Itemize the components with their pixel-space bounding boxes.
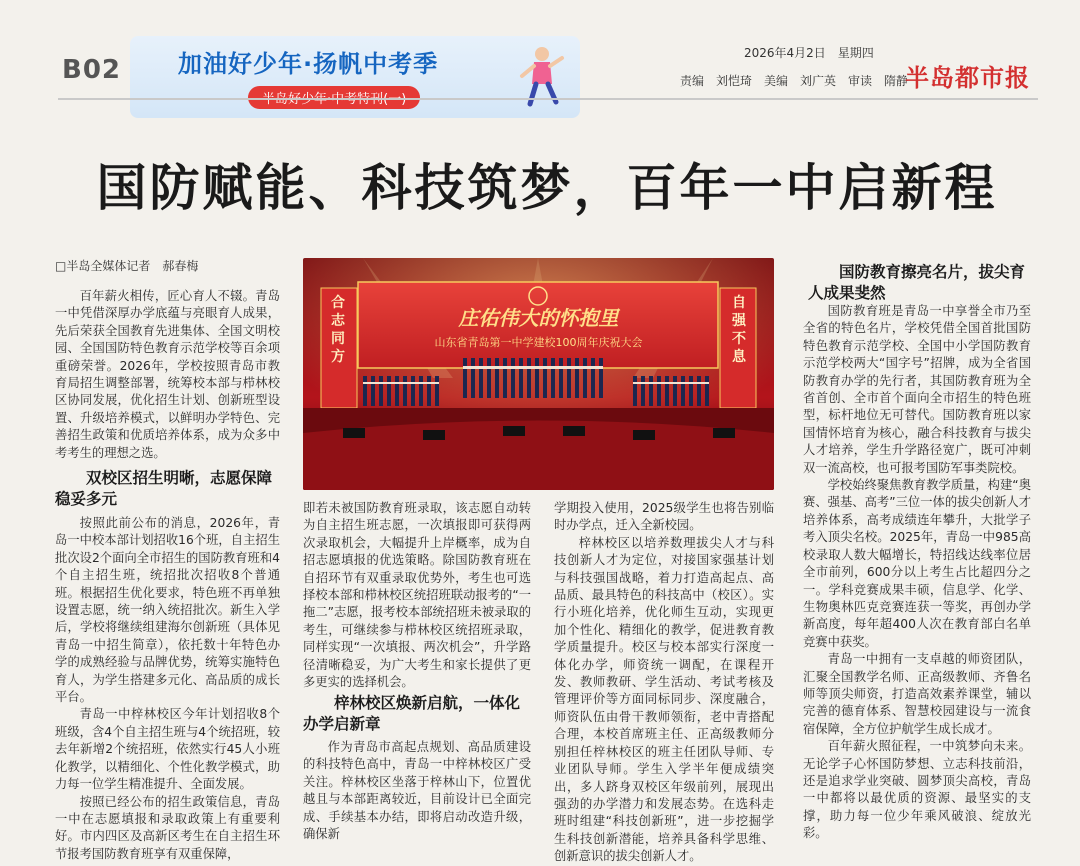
- article-column-1b: [55, 515, 280, 863]
- section-title-2: 梓林校区焕新启航，一体化办学启新章: [303, 694, 521, 733]
- intro-paragraph: 百年薪火相传，匠心育人不辍。青岛一中凭借深厚办学底蕴与亮眼育人成果，先后荣获全国教育先进集体、全国文明校园、全国国防特色教育示范学校等百余项重磅荣誉。2026年，学校按照青岛市教育局招生调整部署，统筹校本部与栉林校区协同发展，优化招生计划、创新班型设置、升级培养模式，以鲜明办学特色、完善招生政策和优质培养体系，成为众多中考考生的理想之选。: [55, 289, 280, 460]
- editor-credits: 责编 刘恺琦 美编 刘广英 审读 隋静: [680, 74, 909, 88]
- paragraph: 作为青岛市高起点规划、高品质建设的科技特色高中，青岛一中梓林校区广受关注。梓林校区坐落于梓林山下，位置优越且与本部距离较近，目前设计已全面完成、手续基本办结，即将启动改造升级，确保新: [303, 740, 531, 842]
- section-title-1: 双校区招生明晰，志愿保障稳妥多元: [55, 469, 273, 508]
- article-column-3: [554, 500, 774, 866]
- newspaper-logo: 半岛都市报: [905, 63, 1030, 92]
- right-banner-text: 自强不息: [732, 295, 746, 365]
- special-edition-banner: [130, 36, 580, 118]
- article-column-2: [303, 500, 531, 691]
- paragraph: 学校始终聚焦教育教学质量，构建“奥赛、强基、高考”三位一体的拔尖创新人才培养体系，高考成绩连年攀升，大批学子考入顶尖名校。2025年，青岛一中985高校录取人数大幅增长，特招线达线率位居全市前列，600分以上考生占比超四分之一。学科竞赛成果丰硕，信息学、化学、生物奥林匹克竞赛连获一等奖，再创办学新高度，每年超400人次在教育部白名单竞赛中获奖。: [803, 478, 1031, 649]
- paragraph: 百年薪火照征程，一中筑梦向未来。无论学子心怀国防梦想、立志科技前沿，还是追求学业突破、圆梦顶尖高校，青岛一中都将以最优质的资源、最坚实的支撑，助力每一位少年乘风破浪、绽放光彩。: [803, 739, 1031, 841]
- byline: □半岛全媒体记者 郝春梅: [55, 259, 199, 273]
- paragraph: 学期投入使用，2025级学生也将告别临时办学点，迁入全新校园。: [554, 501, 774, 533]
- banner-title: 加油好少年·扬帆中考季: [178, 50, 439, 78]
- paragraph: 青岛一中梓林校区今年计划招收8个班级，含4个自主招生班与4个统招班，较去年新增2个统招班，依然实行45人小班化教学，以精细化、个性化教学模式，助力每一位学生精准提升、全面发展。: [55, 707, 280, 792]
- paragraph: 按照已经公布的招生政策信息，青岛一中在志愿填报和录取政策上有重要利好。市内四区及高新区考生在自主招生环节报考国防教育班享有双重保障，: [55, 794, 280, 861]
- page-headline: 国防赋能、科技筑梦，百年一中启新程: [96, 159, 998, 217]
- running-student-illustration: [512, 42, 572, 112]
- screen-caption: 山东省青岛第一中学建校100周年庆祝大会: [434, 336, 643, 349]
- issue-date: 2026年4月2日 星期四: [744, 46, 874, 60]
- article-column-1: [55, 288, 280, 462]
- paragraph: 即若未被国防教育班录取，该志愿自动转为自主招生班志愿，一次填报即可获得两次录取机会，大幅提升上岸概率，成为自招志愿填报的优选策略。除国防教育班在自招环节有双重录取优势外，考生也可选择校本部和栉林校区统招班联动报考的“一拖二”志愿，报考校本部统招班未被录取的考生，可继续参与栉林校区统招班录取，同样实现“一次填报、两次机会”，升学路径清晰稳妥，为广大考生和家长提供了更多更实的选择机会。: [303, 501, 531, 690]
- paragraph: 梓林校区以培养数理拔尖人才与科技创新人才为定位，对接国家强基计划与科技强国战略，着力打造高起点、高品质、最具特色的科技高中（校区）。实行小班化培养，优化师生互动，实现更加个性化、精细化的教学，促进教育教学质量提升。校区与校本部实行深度一体化办学，师资统一调配，在课程开发、教师教研、学生活动、考试考核及管理评价等方面同标同步、深度融合，师资队伍由骨干教师领衔，老中青搭配合理，本校首席班主任、正高级教师分别担任梓林校区的班主任团队导师、专业团队导师。学生入学半年便成绩突出，多人跻身双校区年级前列，展现出强劲的办学潜力和发展态势。在选科走班时组建“科技创新班”，进一步挖掘学生科技创新潜能，培养具备科学思维、创新意识的拔尖创新人才。: [554, 535, 774, 864]
- paragraph: 青岛一中拥有一支卓越的师资团队，汇聚全国教学名师、正高级教师、齐鲁名师等顶尖师资，打造高效素养课堂，辅以完善的德育体系、智慧校园建设与一流食宿保障，全方位护航学生成长成才。: [803, 652, 1031, 736]
- article-column-4: [803, 303, 1031, 843]
- section-title-3: 国防教育擦亮名片，拔尖育人成果斐然: [808, 263, 1026, 302]
- header-divider: [58, 98, 1038, 100]
- page-number: B02: [62, 55, 121, 85]
- left-banner-text: 合志同方: [331, 295, 345, 365]
- screen-slogan: 庄佑伟大的怀抱里: [458, 306, 619, 330]
- paragraph: 按照此前公布的消息，2026年，青岛一中校本部计划招收16个班，自主招生批次设2个面向全市招生的国防教育班和4个自主招生班，统招批次招收8个普通班。根据招生优化要求，特色班不再单独设置志愿，统一纳入统招批次。新生入学后，学校将继续组建海尔创新班（具体见青岛一中招生简章），依托数十年特色办学的成熟经验与品牌优势，统筹实施特色育人，为学生搭建多元化、高品质的成长平台。: [55, 516, 280, 705]
- paragraph: 国防教育班是青岛一中享誉全市乃至全省的特色名片，学校凭借全国首批国防特色教育示范学校、全国中小学国防教育示范学校两大“国字号”招牌，成为全省国防教育办学的先行者，其国防教育班为全省首创、全市首个面向全市招生的特色班型，标杆地位无可替代。国防教育班以家国情怀培育为核心，融合科技教育与拔尖人才培养，学生升学路径宽广，既可冲刺双一流高校，也可报考国防军事类院校。: [803, 304, 1031, 475]
- celebration-photo: [303, 258, 774, 490]
- article-column-2b: [303, 739, 531, 843]
